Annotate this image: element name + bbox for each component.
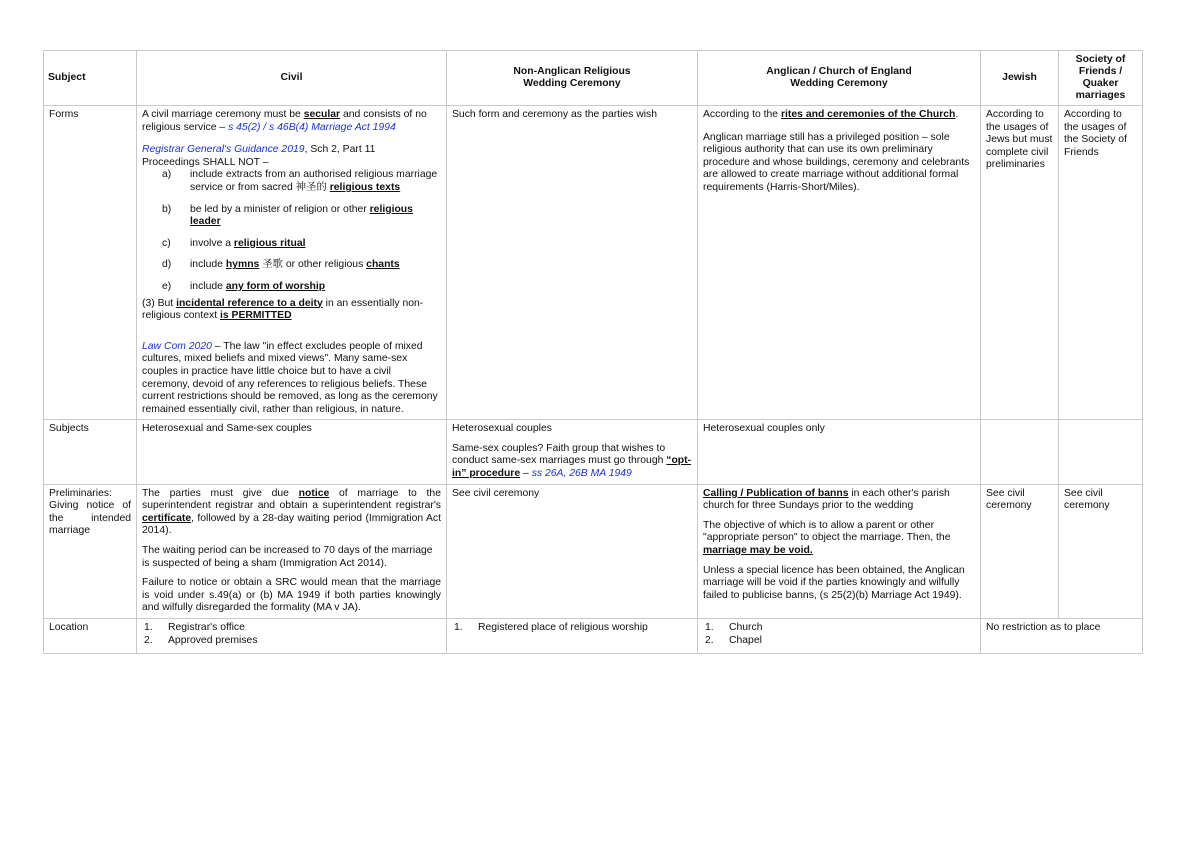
location-civil-cell xyxy=(137,619,447,654)
preliminaries-non-anglican-cell: See civil ceremony xyxy=(447,484,698,618)
location-jewish-quaker-cell: No restriction as to place xyxy=(981,619,1143,654)
subjects-non-anglican-cell: Heterosexual couples Same-sex couples? Faith group that wishes to conduct same-sex marriages must go through “opt-in” procedure – ss 26A, 26B MA 1949 xyxy=(447,420,698,484)
list-item: d) include hymns 圣歌 or other religious chants xyxy=(162,259,400,271)
location-anglican-cell xyxy=(698,619,981,654)
preliminaries-quaker-cell: See civil ceremony xyxy=(1059,484,1143,618)
location-non-anglican-cell xyxy=(447,619,698,654)
header-jewish: Jewish xyxy=(981,51,1059,106)
list-item: 1. Registrar's office xyxy=(144,622,245,633)
forms-quaker-cell: According to the usages of the Society of Friends xyxy=(1059,106,1143,420)
permitted-note: (3) But incidental reference to a deity in an essentially non-religious context is PERMITTED xyxy=(142,297,424,322)
list-item: c) involve a religious ritual xyxy=(162,237,306,249)
forms-civil-cell xyxy=(137,106,447,420)
preliminaries-anglican-cell: Calling / Publication of banns in each other's parish church for three Sundays prior to the wedding The objective of which is to allow a parent or other "appropriate person" to object the marriage. Then, the marriage may be void. Unless a special licence has been obtained, the Anglican marriage will be void if the parties knowingly and wilfully failed to publicise banns, (s 25(2)(b) Marriage Act 1949). xyxy=(698,484,981,618)
list-item: 2. Approved premises xyxy=(144,634,258,646)
header-civil: Civil xyxy=(137,51,447,106)
list-item: 2. Chapel xyxy=(705,634,762,646)
statute-citation: s 45(2) / s 46B(4) Marriage Act 1994 xyxy=(228,121,396,133)
subjects-jewish-cell xyxy=(981,420,1059,484)
header-anglican: Anglican / Church of England Wedding Ceremony xyxy=(698,51,981,106)
preliminaries-civil-cell: The parties must give due notice of marriage to the superintendent registrar and obtain a superintendent registrar's certificate, followed by a 28-day waiting period (Immigration Act 2014). The waiting period can be increased to 70 days of the marriage is suspected of being a sham (Immigration Act 2014). Failure to notice or obtain a SRC would mean that the marriage is void under s.49(a) or (b) MA 1949 if both parties knowingly and wilfully disregarded the formality (MA v JA). xyxy=(137,484,447,618)
row-label-subjects: Subjects xyxy=(44,420,137,484)
row-location xyxy=(44,619,1143,654)
forms-civil-intro: A civil marriage ceremony must be secular and consists of no religious service – s 45(2) / s 46B(4) Marriage Act 1994 xyxy=(142,109,427,133)
row-preliminaries xyxy=(44,484,1143,618)
list-item: 1. Church xyxy=(705,622,763,633)
marriage-comparison-table xyxy=(43,50,1143,654)
guidance-ref: Registrar General's Guidance 2019, Sch 2, Part 11 xyxy=(142,144,376,156)
forms-anglican-cell: According to the rites and ceremonies of the Church. Anglican marriage still has a privileged position – sole religious authority that can use its own preliminary procedure and whose buildings, ceremony and celebrants are allowed to create marriage without additional formal requirements (Harris-Short/Miles). xyxy=(698,106,981,420)
row-label-preliminaries: Preliminaries: Giving notice of the intended marriage xyxy=(44,484,137,618)
header-quaker: Society of Friends / Quaker marriages xyxy=(1059,51,1143,106)
list-item: b) be led by a minister of religion or other religious leader xyxy=(162,203,413,228)
list-item: e) include any form of worship xyxy=(162,280,326,292)
row-subjects xyxy=(44,420,1143,484)
row-label-forms: Forms xyxy=(44,106,137,420)
preliminaries-jewish-cell: See civil ceremony xyxy=(981,484,1059,618)
prohibition-list xyxy=(142,169,441,293)
forms-jewish-cell: According to the usages of Jews but must complete civil preliminaries xyxy=(981,106,1059,420)
shall-not-heading: Proceedings SHALL NOT – xyxy=(142,156,269,168)
row-label-location: Location xyxy=(44,619,137,654)
forms-non-anglican-cell: Such form and ceremony as the parties wish xyxy=(447,106,698,420)
subjects-quaker-cell xyxy=(1059,420,1143,484)
list-item: 1. Registered place of religious worship xyxy=(454,622,648,633)
list-item: a) include extracts from an authorised religious marriage service or from sacred 神圣的 religious texts xyxy=(162,169,438,193)
row-forms xyxy=(44,106,1143,420)
header-subject: Subject xyxy=(44,51,137,106)
header-row xyxy=(44,51,1143,106)
header-non-anglican: Non-Anglican Religious Wedding Ceremony xyxy=(447,51,698,106)
subjects-anglican-cell: Heterosexual couples only xyxy=(698,420,981,484)
law-com-quote: Law Com 2020 – The law "in effect excludes people of mixed cultures, mixed beliefs and mixed views". Many same-sex couples in practice have little choice but to have a civil ceremony, devoid of any references to religious beliefs. These current restrictions should be removed, as long as the ceremony remained essentially civil, rather than religious, in nature. xyxy=(142,340,438,415)
subjects-civil-cell: Heterosexual and Same-sex couples xyxy=(137,420,447,484)
